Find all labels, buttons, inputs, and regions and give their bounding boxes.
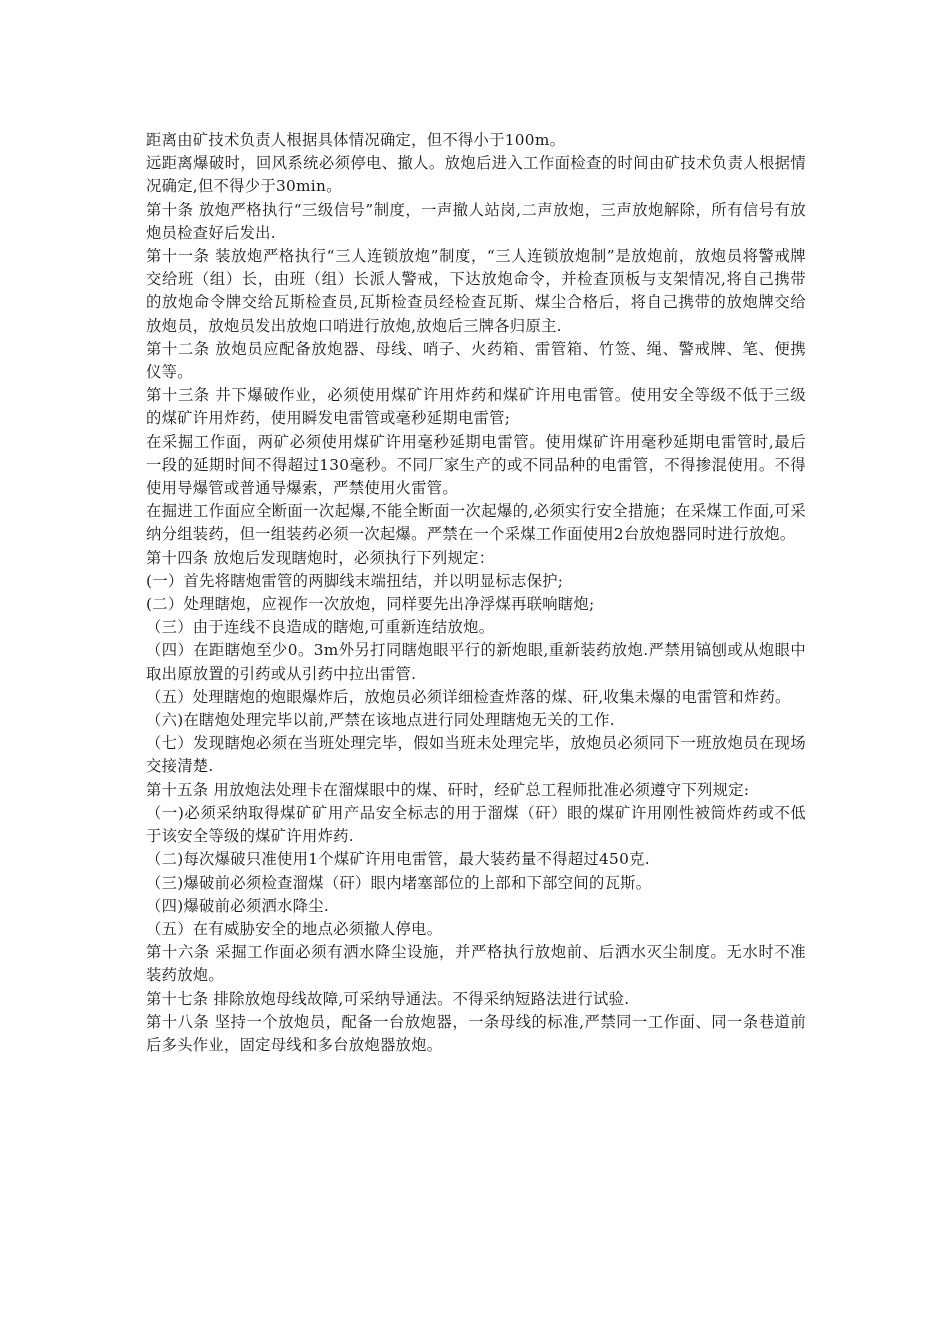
paragraph: 第十三条 井下爆破作业，必须使用煤矿许用炸药和煤矿许用电雷管。使用安全等级不低于三级的煤矿许用炸药，使用瞬发电雷管或毫秒延期电雷管; (146, 386, 806, 428)
paragraph: (一）首先将瞎炮雷管的两脚线末端扭结，并以明显标志保护; (146, 571, 564, 590)
paragraph: （二)每次爆破只准使用1个煤矿许用电雷管，最大装药量不得超过450克. (146, 850, 650, 869)
paragraph: 第十七条 排除放炮母线故障,可采纳导通法。不得采纳短路法进行试验. (146, 989, 630, 1008)
paragraph: 第十条 放炮严格执行“三级信号”制度，一声撤人站岗,二声放炮，三声放炮解除，所有信号有放炮员检查好后发出. (146, 200, 806, 242)
paragraph: （一)必须采纳取得煤矿矿用产品安全标志的用于溜煤（矸）眼的煤矿许用刚性被筒炸药或不低于该安全等级的煤矿许用炸药. (146, 803, 806, 846)
paragraph: （三）由于连线不良造成的瞎炮,可重新连结放炮。 (146, 618, 495, 637)
paragraph: 第十四条 放炮后发现瞎炮时，必须执行下列规定： (146, 548, 495, 567)
paragraph: 第十五条 用放炮法处理卡在溜煤眼中的煤、矸时，经矿总工程师批准必须遵守下列规定: (146, 780, 750, 799)
paragraph: 远距离爆破时，回风系统必须停电、撤人。放炮后进入工作面检查的时间由矿技术负责人根据情况确定,但不得少于30min。 (146, 154, 806, 196)
paragraph: 在采掘工作面，两矿必须使用煤矿许用毫秒延期电雷管。使用煤矿许用毫秒延期电雷管时,最后一段的延期时间不得超过130毫秒。不同厂家生产的或不同品种的电雷管，不得掺混使用。不得使用导爆管或普通导爆索，严禁使用火雷管。 (146, 432, 806, 498)
paragraph: 在掘进工作面应全断面一次起爆,不能全断面一次起爆的,必须实行安全措施；在采煤工作面,可采纳分组装药，但一组装药必须一次起爆。严禁在一个采煤工作面使用2台放炮器同时进行放炮。 (146, 502, 806, 544)
paragraph: （五）在有威胁安全的地点必须撤人停电。 (146, 919, 443, 938)
paragraph: （六)在瞎炮处理完毕以前,严禁在该地点进行同处理瞎炮无关的工作. (146, 711, 615, 730)
paragraph: 第十八条 坚持一个放炮员，配备一台放炮器，一条母线的标准,严禁同一工作面、同一条巷道前后多头作业，固定母线和多台放炮器放炮。 (146, 1012, 806, 1054)
paragraph: （五）处理瞎炮的炮眼爆炸后，放炮员必须详细检查炸落的煤、矸,收集未爆的电雷管和炸药。 (146, 687, 791, 706)
paragraph: （四)爆破前必须洒水降尘. (146, 896, 329, 915)
paragraph: 第十六条 采掘工作面必须有洒水降尘设施，并严格执行放炮前、后洒水灭尘制度。无水时不准装药放炮。 (146, 943, 806, 985)
paragraph: （七）发现瞎炮必须在当班处理完毕，假如当班未处理完毕，放炮员必须同下一班放炮员在现场交接清楚. (146, 734, 806, 776)
paragraph: 距离由矿技术负责人根据具体情况确定，但不得小于100m。 (146, 131, 566, 149)
paragraph: 第十一条 装放炮严格执行“三人连锁放炮”制度，“三人连锁放炮制”是放炮前，放炮员将警戒牌交给班（组）长，由班（组）长派人警戒，下达放炮命令，并检查顶板与支架情况,将自己携带的放炮命令牌交给瓦斯检查员,瓦斯检查员经检查瓦斯、煤尘合格后，将自己携带的放炮牌交给放炮员，放炮员发出放炮口哨进行放炮,放炮后三牌各归原主. (146, 247, 806, 335)
paragraph: 第十二条 放炮员应配备放炮器、母线、哨子、火药箱、雷管箱、竹签、绳、警戒牌、笔、便携仪等。 (146, 339, 806, 382)
paragraph: (二）处理瞎炮，应视作一次放炮，同样要先出净浮煤再联响瞎炮; (146, 595, 595, 614)
document-body (146, 129, 806, 1057)
paragraph: （三)爆破前必须检查溜煤（矸）眼内堵塞部位的上部和下部空间的瓦斯。 (146, 873, 652, 892)
paragraph: （四）在距瞎炮至少0。3m外另打同瞎炮眼平行的新炮眼,重新装药放炮.严禁用镐刨或从炮眼中取出原放置的引药或从引药中拉出雷管. (146, 641, 806, 683)
